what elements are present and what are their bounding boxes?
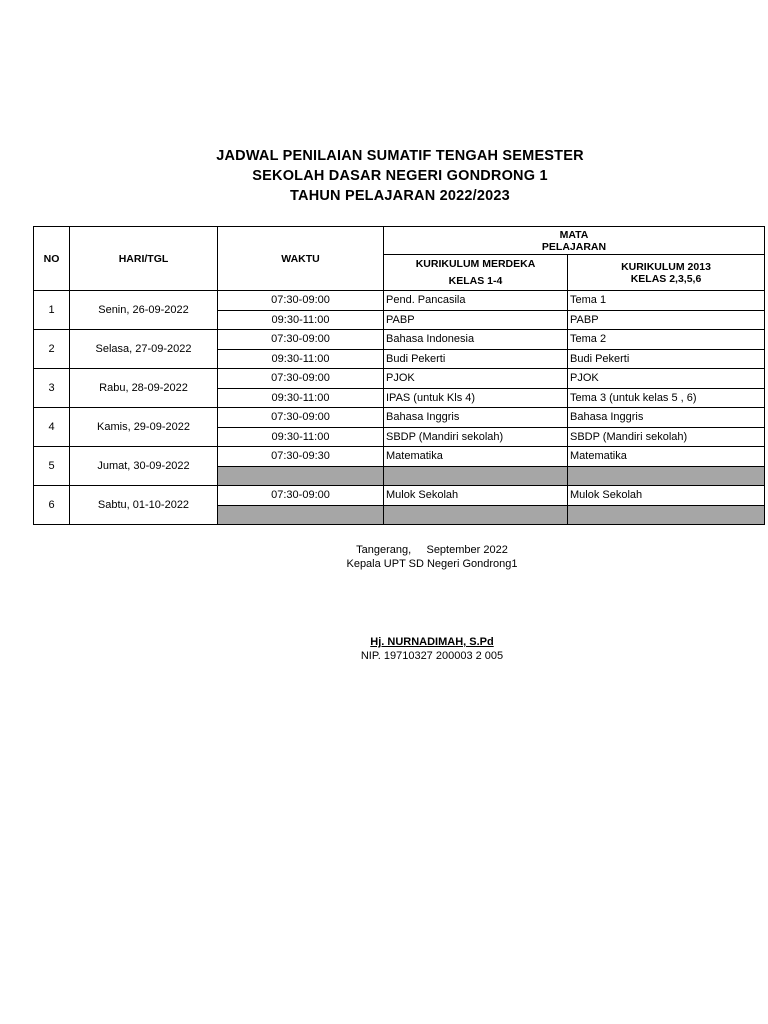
cell-hari-tgl: Kamis, 29-09-2022 [70,408,218,447]
header-kurikulum-merdeka [384,255,568,291]
document-title-line-1: JADWAL PENILAIAN SUMATIF TENGAH SEMESTER [216,148,584,164]
cell-no: 1 [34,291,70,330]
cell-kurikulum-merdeka: SBDP (Mandiri sekolah) [384,427,568,447]
cell-kurikulum-merdeka: Matematika [384,447,568,467]
cell-hari-tgl: Senin, 26-09-2022 [70,291,218,330]
cell-no: 4 [34,408,70,447]
cell-waktu: 09:30-11:00 [218,349,384,369]
cell-kurikulum-merdeka: PABP [384,310,568,330]
header-kurikulum-2013-line-1: KURIKULUM 2013 [621,260,711,273]
table-row [34,447,765,467]
header-kurikulum-merdeka-line-2: KELAS 1-4 [448,274,503,287]
signature-name: Hj. NURNADIMAH, S.Pd [370,636,494,648]
signature-nip: NIP. 19710327 200003 2 005 [360,650,504,662]
cell-hari-tgl: Rabu, 28-09-2022 [70,369,218,408]
cell-kurikulum-merdeka: IPAS (untuk Kls 4) [384,388,568,408]
cell-kurikulum-merdeka: Budi Pekerti [384,349,568,369]
cell-empty-shaded [218,466,384,486]
signature-position: Kepala UPT SD Negeri Gondrong1 [346,558,518,570]
cell-kurikulum-2013: Bahasa Inggris [568,408,765,428]
table-row [34,330,765,350]
cell-empty-shaded [568,466,765,486]
table-row [34,486,765,506]
cell-waktu: 09:30-11:00 [218,427,384,447]
cell-kurikulum-2013: Tema 2 [568,330,765,350]
cell-kurikulum-merdeka: PJOK [384,369,568,389]
cell-waktu: 07:30-09:00 [218,369,384,389]
table-row [34,408,765,428]
cell-no: 3 [34,369,70,408]
header-no: NO [34,227,70,291]
cell-waktu: 09:30-11:00 [218,388,384,408]
cell-kurikulum-2013: Matematika [568,447,765,467]
header-mata-pelajaran-line-2: PELAJARAN [541,240,607,253]
cell-kurikulum-2013: Tema 1 [568,291,765,311]
cell-waktu: 07:30-09:30 [218,447,384,467]
cell-empty-shaded [568,505,765,525]
header-kurikulum-2013 [568,255,765,291]
table-row [34,291,765,311]
header-kurikulum-2013-line-2: KELAS 2,3,5,6 [630,272,702,285]
cell-empty-shaded [218,505,384,525]
cell-waktu: 07:30-09:00 [218,291,384,311]
table-row [34,369,765,389]
cell-waktu: 07:30-09:00 [218,408,384,428]
cell-kurikulum-merdeka: Pend. Pancasila [384,291,568,311]
header-mata-pelajaran-line-1: MATA [559,228,589,241]
cell-hari-tgl: Sabtu, 01-10-2022 [70,486,218,525]
document-title-line-3: TAHUN PELAJARAN 2022/2023 [290,188,510,204]
cell-no: 2 [34,330,70,369]
document-title-line-2: SEKOLAH DASAR NEGERI GONDRONG 1 [252,168,548,184]
cell-empty-shaded [384,466,568,486]
signature-place-date: Tangerang, September 2022 [356,544,508,556]
cell-hari-tgl: Selasa, 27-09-2022 [70,330,218,369]
cell-kurikulum-2013: Budi Pekerti [568,349,765,369]
cell-kurikulum-2013: Mulok Sekolah [568,486,765,506]
cell-hari-tgl: Jumat, 30-09-2022 [70,447,218,486]
cell-kurikulum-2013: PABP [568,310,765,330]
header-mata-pelajaran [384,227,765,255]
schedule-table [33,226,765,525]
header-hari-tgl: HARI/TGL [70,227,218,291]
header-kurikulum-merdeka-line-1: KURIKULUM MERDEKA [415,257,536,270]
cell-no: 5 [34,447,70,486]
cell-kurikulum-2013: SBDP (Mandiri sekolah) [568,427,765,447]
cell-waktu: 07:30-09:00 [218,486,384,506]
cell-kurikulum-merdeka: Bahasa Inggris [384,408,568,428]
cell-kurikulum-merdeka: Mulok Sekolah [384,486,568,506]
cell-no: 6 [34,486,70,525]
cell-kurikulum-2013: Tema 3 (untuk kelas 5 , 6) [568,388,765,408]
cell-empty-shaded [384,505,568,525]
cell-waktu: 09:30-11:00 [218,310,384,330]
header-waktu: WAKTU [218,227,384,291]
cell-waktu: 07:30-09:00 [218,330,384,350]
cell-kurikulum-merdeka: Bahasa Indonesia [384,330,568,350]
cell-kurikulum-2013: PJOK [568,369,765,389]
